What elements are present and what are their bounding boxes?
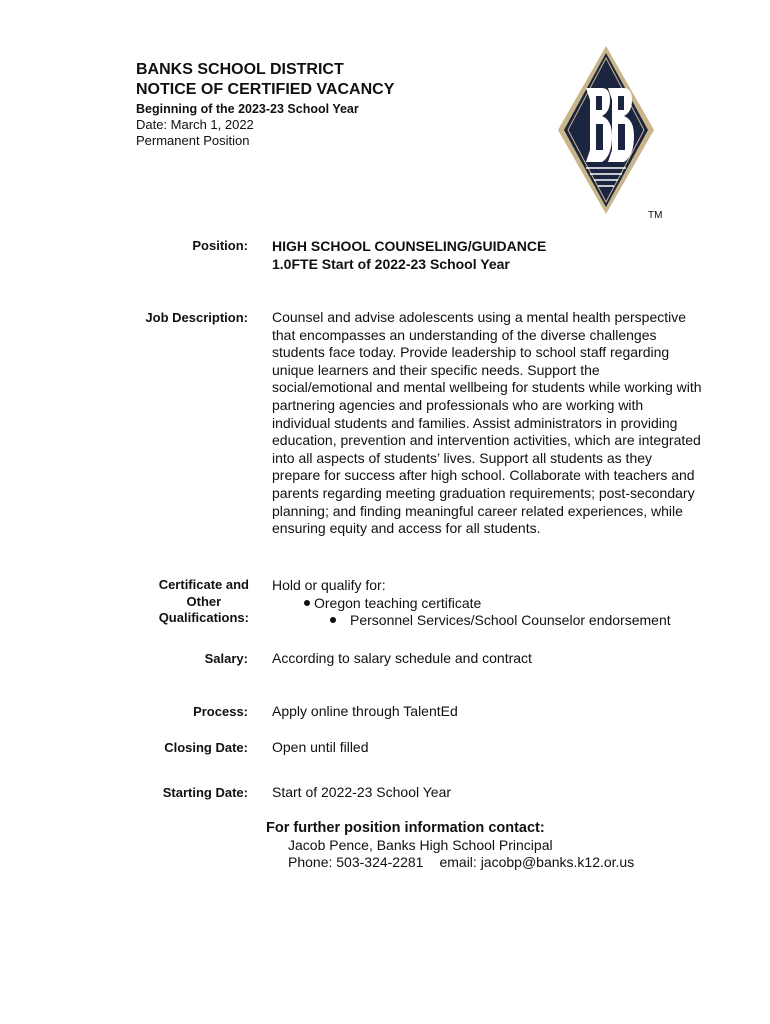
district-name: BANKS SCHOOL DISTRICT bbox=[136, 61, 344, 78]
job-description-line: ensuring equity and access for all students. bbox=[272, 520, 541, 537]
certificate-value bbox=[272, 577, 742, 630]
job-description-label: Job Description: bbox=[145, 310, 248, 325]
permanent-position-line: Permanent Position bbox=[136, 133, 250, 148]
notice-title: NOTICE OF CERTIFIED VACANCY bbox=[136, 81, 395, 98]
beginning-line: Beginning of the 2023-23 School Year bbox=[136, 102, 359, 116]
job-description-line: unique learners and their specific needs. Support the bbox=[272, 361, 600, 378]
job-description-line: partnering agencies and professionals who are working with bbox=[272, 396, 644, 413]
job-description-line: students face today. Provide leadership to school staff regarding bbox=[272, 344, 670, 361]
job-description-line: prepare for success after high school. Collaborate with teachers and bbox=[272, 467, 695, 484]
bullet-icon bbox=[304, 600, 310, 606]
job-description-line: Counsel and advise adolescents using a mental health perspective bbox=[272, 309, 687, 325]
job-description-line: parents regarding meeting graduation requirements; post-secondary bbox=[272, 484, 695, 501]
position-fte: 1.0FTE Start of 2022-23 School Year bbox=[272, 255, 510, 272]
certificate-bullet: Personnel Services/School Counselor endorsement bbox=[272, 612, 742, 630]
contact-details bbox=[266, 854, 746, 871]
contact-title: For further position information contact: bbox=[266, 820, 545, 836]
job-description-line: into all aspects of students’ lives. Support all students as they bbox=[272, 449, 653, 466]
position-label: Position: bbox=[192, 238, 248, 253]
job-description-line: social/emotional and mental wellbeing for students while working with bbox=[272, 379, 702, 396]
position-title: HIGH SCHOOL COUNSELING/GUIDANCE bbox=[272, 238, 547, 254]
job-description-text bbox=[272, 309, 742, 538]
starting-date-value: Start of 2022-23 School Year bbox=[272, 784, 452, 800]
certificate-bullet: Oregon teaching certificate bbox=[272, 595, 742, 613]
contact-block bbox=[266, 820, 746, 871]
logo-trademark: TM bbox=[648, 210, 663, 221]
banks-logo bbox=[556, 44, 672, 224]
closing-date-label: Closing Date: bbox=[164, 740, 248, 755]
starting-date-label: Starting Date: bbox=[162, 785, 248, 800]
process-value: Apply online through TalentEd bbox=[272, 703, 458, 719]
document-header bbox=[136, 60, 556, 149]
salary-value: According to salary schedule and contract bbox=[272, 650, 532, 666]
job-description-line: planning; and finding meaningful career related experiences, while bbox=[272, 502, 683, 519]
position-value bbox=[272, 238, 742, 273]
job-description-line: individual students and families. Assist administrators in providing bbox=[272, 414, 678, 431]
salary-label: Salary: bbox=[204, 651, 248, 666]
contact-email: email: jacobp@banks.k12.or.us bbox=[439, 854, 635, 870]
date-line: Date: March 1, 2022 bbox=[136, 117, 254, 132]
certificate-label: Certificate and Other Qualifications: bbox=[158, 577, 249, 625]
contact-phone: Phone: 503-324-2281 bbox=[288, 854, 424, 870]
job-description-line: education, prevention and intervention activities, which are integrated bbox=[272, 432, 701, 449]
bullet-icon bbox=[330, 617, 336, 623]
certificate-intro: Hold or qualify for: bbox=[272, 577, 386, 593]
job-description-line: that encompasses an understanding of the diverse challenges bbox=[272, 326, 657, 343]
contact-name: Jacob Pence, Banks High School Principal bbox=[288, 837, 553, 853]
closing-date-value: Open until filled bbox=[272, 739, 369, 755]
process-label: Process: bbox=[193, 704, 248, 719]
